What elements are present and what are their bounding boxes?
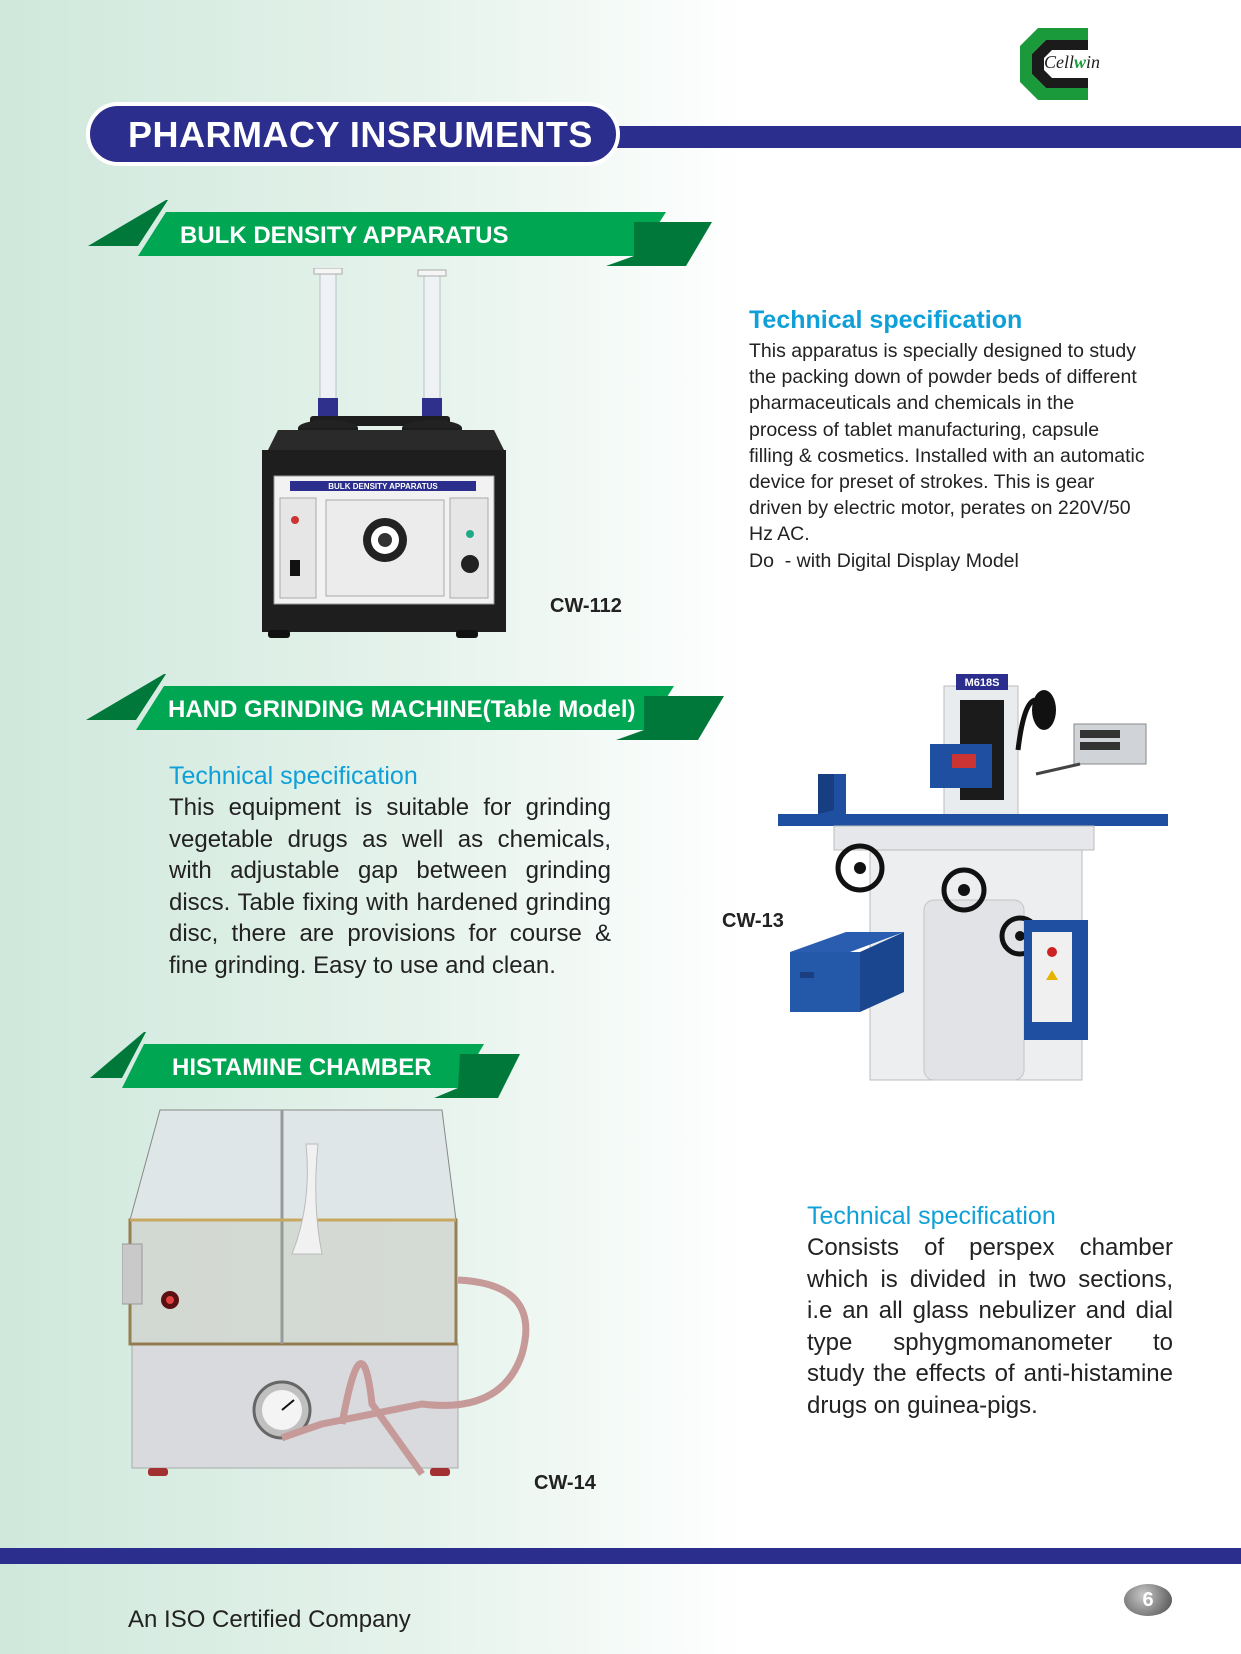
- spec-line: Do - with Digital Display Model: [749, 549, 1019, 572]
- spec-line: discs. Table fixing with hardened grinding: [169, 888, 611, 916]
- histamine-chamber-photo: [122, 1104, 562, 1484]
- spec-line: This equipment is suitable for grinding: [169, 794, 611, 821]
- spec-title: Technical specification: [807, 1202, 1056, 1230]
- spec-line: driven by electric motor, perates on 220V/50: [749, 497, 1131, 520]
- panel-label: BULK DENSITY APPARATUS: [328, 482, 438, 491]
- spec-line: fine grinding. Easy to use and clean.: [169, 951, 556, 979]
- spec-line: filling & cosmetics. Installed with an automatic: [749, 444, 1145, 467]
- spec-line: which is divided in two sections,: [807, 1265, 1173, 1293]
- spec-line: Hz AC.: [749, 523, 810, 546]
- bulk-density-apparatus-photo: [250, 268, 520, 648]
- machine-label: M618S: [964, 677, 1000, 689]
- section-banner-hand-grinding: [84, 672, 728, 742]
- page-number-badge: 6: [1124, 1584, 1172, 1616]
- spec-line: device for preset of strokes. This is gear: [749, 471, 1095, 494]
- page-title: PHARMACY INSRUMENTS: [128, 114, 593, 155]
- section-banner-histamine: [88, 1030, 528, 1100]
- spec-line: process of tablet manufacturing, capsule: [749, 418, 1100, 441]
- spec-line: Consists of perspex chamber: [807, 1234, 1173, 1261]
- spec-line: the packing down of powder beds of different: [749, 366, 1137, 389]
- section-heading: HAND GRINDING MACHINE(Table Model): [168, 696, 636, 723]
- spec-line: i.e an all glass nebulizer and dial: [807, 1297, 1173, 1324]
- footer-text: An ISO Certified Company: [128, 1606, 411, 1633]
- brand-name: Cellwin: [1044, 52, 1101, 72]
- spec-description: [169, 792, 611, 981]
- footer-rule: [0, 1548, 1241, 1564]
- spec-title: Technical specification: [169, 762, 418, 790]
- spec-line: disc, there are provisions for course &: [169, 920, 611, 947]
- grinding-machine-photo: [774, 670, 1174, 1090]
- spec-line: pharmaceuticals and chemicals in the: [749, 392, 1075, 415]
- product-code: CW-14: [534, 1472, 596, 1494]
- spec-line: type sphygmomanometer to: [807, 1328, 1173, 1356]
- spec-line: study the effects of anti-histamine: [807, 1360, 1173, 1387]
- spec-line: This apparatus is specially designed to study: [749, 340, 1136, 362]
- section-heading: BULK DENSITY APPARATUS: [180, 222, 509, 249]
- spec-line: vegetable drugs as well as chemicals,: [169, 825, 611, 853]
- spec-line: with adjustable gap between grinding: [169, 857, 611, 884]
- spec-title: Technical specification: [749, 306, 1023, 334]
- section-banner-bulk-density: [86, 198, 716, 268]
- product-code: CW-112: [550, 595, 622, 617]
- spec-description: [807, 1232, 1173, 1421]
- section-heading: HISTAMINE CHAMBER: [172, 1054, 432, 1081]
- title-rule: [600, 126, 1241, 148]
- spec-description: [749, 338, 1179, 574]
- spec-line: drugs on guinea-pigs.: [807, 1391, 1038, 1419]
- product-code: CW-13: [722, 910, 784, 932]
